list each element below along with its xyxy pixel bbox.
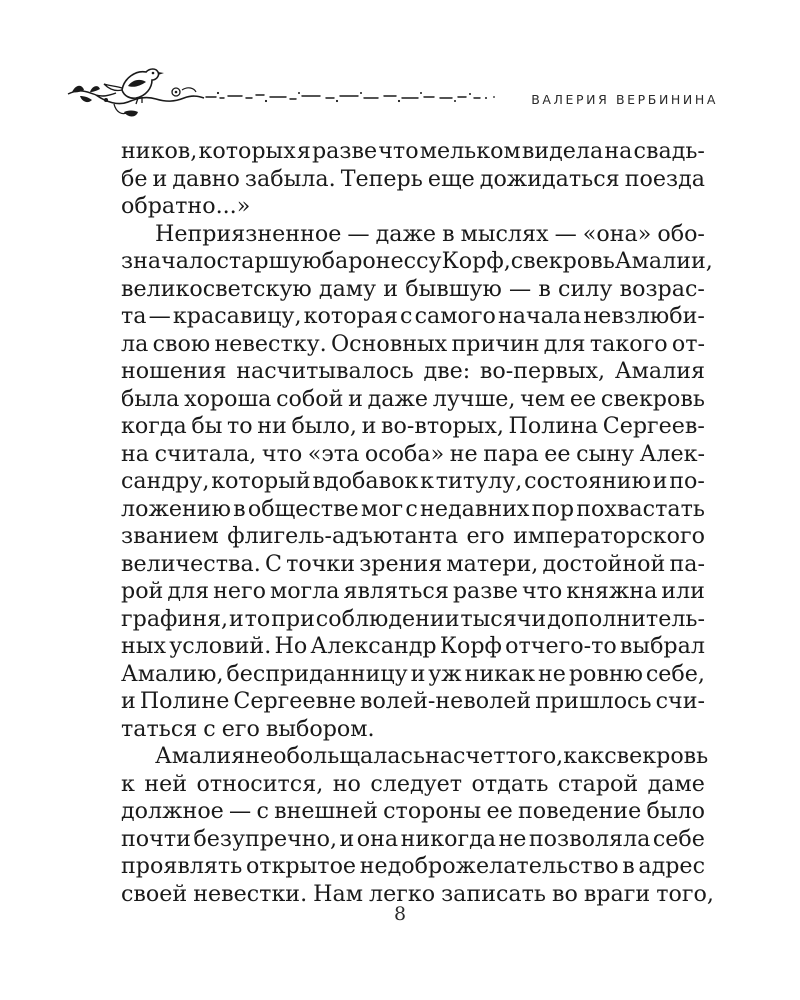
text-line: званием флигель-адъютанта его императорского [121,523,705,549]
text-line: бе и давно забыла. Теперь еще дожидаться поезда [121,165,705,192]
text-line: ных условий. Но Александр Корф отчего-то выбрал [121,633,705,659]
text-line: должное — с внешней стороны ее поведение было [121,798,705,824]
text-line: таться с его выбором. [121,715,375,742]
page-number: 8 [393,903,407,925]
text-line: Неприязненное — даже в мыслях — «она» обо- [155,220,705,247]
text-line: обратно...» [121,193,251,219]
text-line: и Полине Сергеевне волей-неволей пришлось счи- [121,688,705,714]
text-line: значало старшую баронессу Корф, свекровь Амалии, [121,248,713,274]
text-line: великосветскую даму и бывшую — в силу возрас- [121,275,705,302]
text-line: своей невестки. Нам легко записать во враги того, [121,880,714,907]
text-line: была хороша собой и даже лучше, чем ее свекровь [121,385,705,412]
text-line: та — красавицу, которая с самого начала невзлюби- [121,303,705,329]
text-line: почти безупречно, и она никогда не позволяла себе [121,825,705,852]
text-line: ложению в обществе мог с недавних пор похвастать [121,495,705,522]
body-text [121,138,714,908]
text-line: рой для него могла являться разве что княжна или [121,578,705,604]
text-line: сандру, который вдобавок к титулу, состоянию и по- [121,468,705,494]
text-line: к ней относится, но следует отдать старой даме [121,770,705,797]
text-line: на считала, что «эта особа» не пара ее сыну Алек- [121,440,705,467]
text-line: ников, которых я разве что мельком видела на свадь- [121,138,705,164]
text-line: величества. С точки зрения матери, достойной па- [121,550,705,577]
bird-on-branch-ornament-icon [66,62,506,124]
text-line: ла свою невестку. Основных причин для такого от- [121,330,705,357]
text-line: Амалия не обольщалась насчет того, как свекровь [155,743,709,769]
text-line: ношения насчитывалось две: во-первых, Амалия [121,358,705,384]
running-header [0,0,800,140]
text-line: графиня, и то при соблюдении тысячи дополнитель- [121,605,705,632]
text-line: когда бы то ни было, и во-вторых, Полина Сергеев- [121,413,705,439]
text-line: Амалию, бесприданницу и уж никак не ровню себе, [121,660,705,687]
author-name: ВАЛЕРИЯ ВЕРБИНИНА [531,92,718,107]
text-line: проявлять открытое недоброжелательство в адрес [121,853,705,879]
